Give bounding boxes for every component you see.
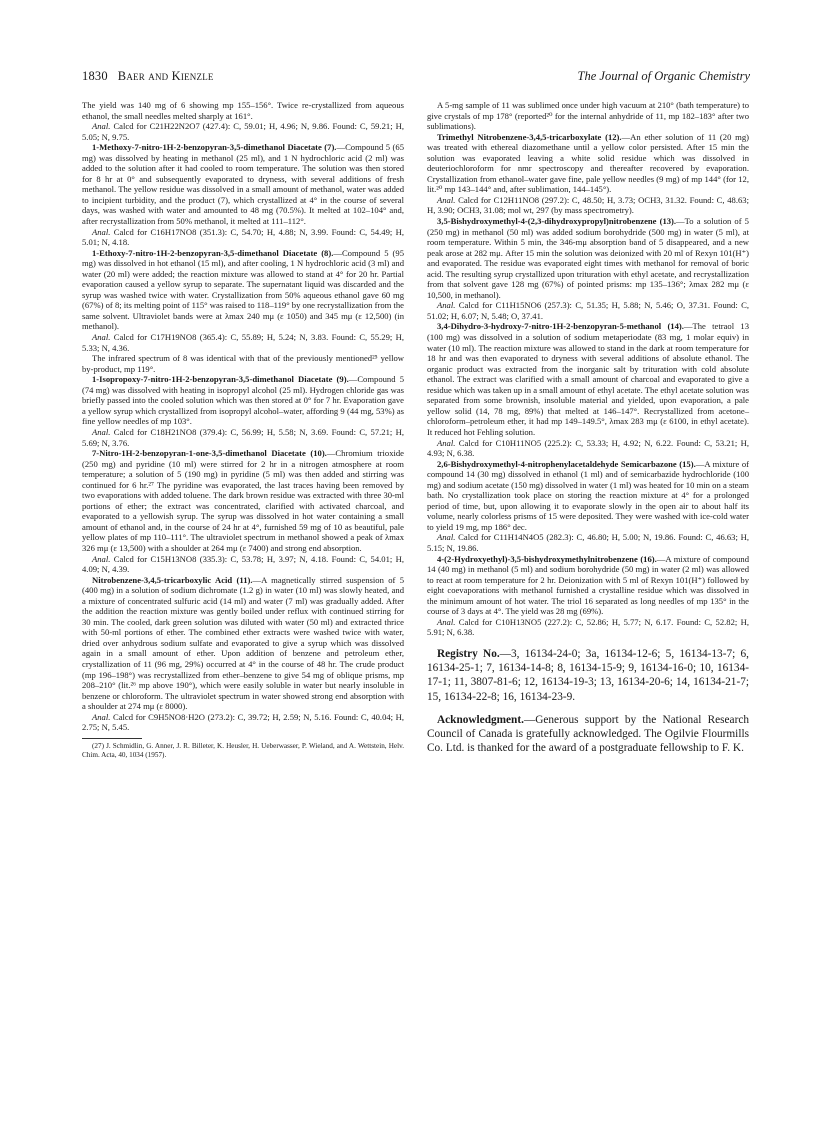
paragraph-text: Calcd for C15H13NO8 (335.3): C, 53.78; H, 3.97; N, 4.18. Found: C, 54.01; H, 4.09; N, 4.39. xyxy=(82,553,404,575)
paragraph-text: Calcd for C10H13NO5 (227.2): C, 52.86; H, 5.77; N, 6.17. Found: C, 52.82; H, 5.91; N, 6.38. xyxy=(427,616,749,638)
procedure-paragraph xyxy=(82,448,404,553)
paragraph-text: Calcd for C21H22N2O7 (427.4): C, 59.01; H, 4.96; N, 9.86. Found: C, 59.21; H, 5.05; N, 9.75. xyxy=(82,121,404,142)
paragraph-text: —The tetraol 13 (100 mg) was dissolved in a solution of sodium metaperiodate (83 mg, 1 molar equiv) in water (10 ml). The reaction mixture was allowed to stand in the dark at room temperature for 18 hr and was then evaporated to dryness with several additions of absolute ethanol. The organic product was extracted from the inorganic salt by trituration with cold absolute ethanol. The extract was clarified with a small amount of charcoal and evaporated to give a residue which was taken up in a small amount of ethyl acetate. The ethyl acetate solution was separated from some brownish, insoluble material and yielded, upon evaporation, a pale yellow solid (14, 78 mg, 89%) that melted at 146–147°. Recrystallized from acetone–chloroform–petroleum ether, it had mp 149–149.5°, λmax 283 mμ (ε 6100, in ethyl acetate). It reduced hot Fehling solution. xyxy=(427,321,750,437)
analysis-paragraph xyxy=(82,121,404,142)
paragraph-text: —Chromium trioxide (250 mg) and pyridine (10 ml) were stirred for 2 hr in a nitrogen atmosphere at room temperature; a solution of 5 (190 mg) in pyridine (5 ml) was then added and stirring was continued for 6 hr.²⁷ The pyridine was evaporated, the last traces having been removed by two evaporations with added toluene. The dark brown residue was extracted with three 30-ml portions of ether; the extract was concentrated, clarified with activated charcoal, and evaporated to a yellowish syrup. The syrup was dissolved in hot water containing a small amount of ethanol and, in the course of 24 hr at 4°, furnished 59 mg of 10 as beautiful, pale yellow plates of mp 110–111°. The ultraviolet spectrum in methanol showed a peak of λmax 326 mμ (ε 13,500) with a shoulder at 264 mμ (ε 7400) and strong end absorption. xyxy=(82,448,404,553)
paragraph-text: Calcd for C11H15NO6 (257.3): C, 51.35; H, 5.88; N, 5.46; O, 37.31. Found: C, 51.02; H, 6.07; N, 5.48; O, 37.41. xyxy=(427,300,749,321)
running-authors: Baer and Kienzle xyxy=(117,69,214,83)
left-column xyxy=(82,100,404,760)
footnote-rule xyxy=(82,738,142,739)
analysis-paragraph xyxy=(82,332,404,353)
paragraph-text: Calcd for C9H5NO8·H2O (273.2): C, 39.72; H, 2.59; N, 5.16. Found: C, 40.04; H, 2.75; N, 5.45. xyxy=(82,711,404,733)
paragraph-text: —Compound 5 (65 mg) was dissolved by heating in methanol (25 ml), and 1 N hydrochloric acid (2 ml) was added to the solution after it had cooled to room temperature. The solution was then stored for 8 hr at 0° and subsequently evaporated to dryness, with several additions of fresh methanol. The yellow residue was dissolved in a small amount of methanol, water was added to incipient turbidity, and the product (7), which crystallized at 4° in the course of several days, was washed with water and amounted to 48 mg (70.5%). It melted at 102–104° and, after recrystallization from 50% methanol, it melted at 111–112°. xyxy=(82,142,405,227)
analysis-label: Anal. xyxy=(92,553,111,564)
compound-heading: 3,5-Bishydroxymethyl-4-(2,3-dihydroxypropyl)nitrobenzene (13). xyxy=(437,216,677,227)
compound-heading: 7-Nitro-1H-2-benzopyran-1-one-3,5-dimethanol Diacetate (10). xyxy=(92,448,327,459)
analysis-label: Anal. xyxy=(437,532,456,543)
analysis-label: Anal. xyxy=(92,226,111,237)
analysis-label: Anal. xyxy=(92,332,111,343)
body-paragraph xyxy=(82,353,404,374)
paragraph-text: Calcd for C16H17NO8 (351.3): C, 54.70; H, 4.88; N, 3.99. Found: C, 54.49; H, 5.01; N, 4.18. xyxy=(82,226,404,248)
acknowledgment-paragraph-text: —Generous support by the National Research Council of Canada is gratefully acknowledged. The Ogilvie Flourmills Co. Ltd. is thanked for the award of a postgraduate fellowship to F. K. xyxy=(427,713,749,755)
paragraph-text: The yield was 140 mg of 6 showing mp 155–156°. Twice re-crystallized from aqueous ethanol, the small needles melted sharply at 161°. xyxy=(82,100,404,121)
journal-name: The Journal of Organic Chemistry xyxy=(577,69,750,83)
analysis-paragraph xyxy=(427,617,749,638)
procedure-paragraph xyxy=(82,575,404,712)
acknowledgment-paragraph-title: Acknowledgment. xyxy=(437,713,524,726)
paragraph-text: —An ether solution of 11 (20 mg) was treated with ethereal diazomethane until a yellow color persisted. After 15 min the solution was evaporated leaving a white solid residue which was dissolved in deuteriochloroform for nmr spectroscopy and thereafter recovered by evaporation. Crystallization from ethanol–water gave fine, pale yellow needles (9 mg) of mp 144° (for 12, lit.²⁰ mp 143–144° and, after sublimation, 144–145°). xyxy=(427,131,749,195)
acknowledgment-paragraph xyxy=(427,713,749,756)
paragraph-text: Calcd for C18H21NO8 (379.4): C, 56.99; H, 5.58; N, 3.69. Found: C, 57.21; H, 5.69; N, 3.76. xyxy=(82,426,404,448)
paragraph-text: Calcd for C11H14N4O5 (282.3): C, 46.80; H, 5.00; N, 19.86. Found: C, 46.63; H, 5.15; N, 19.86. xyxy=(427,532,749,553)
compound-heading: 4-(2-Hydroxyethyl)-3,5-bishydroxymethylnitrobenzene (16). xyxy=(437,553,657,564)
procedure-paragraph xyxy=(427,216,749,300)
paragraph-text: —Compound 5 (74 mg) was dissolved with heating in isopropyl alcohol (25 ml). Hydrogen chloride gas was briefly passed into the cooled solution which was then stored at 0° for 7 hr. Evaporation gave a yellow syrup which crystallized from isopropyl alcohol–water, affording 9 (44 mg, 53%) as fine yellow needles of mp 103°. xyxy=(82,374,404,427)
paragraph-text: —To a solution of 5 (250 mg) in methanol (50 ml) was added sodium borohydride (500 mg) in water (5 ml), at room temperature. Within 5 min, the 346-mμ absorption band of 5 disappeared, and a new peak arose at 282 mμ. After 15 min the solution was deionized with 20 ml of Rexyn 101(H⁺) and evaporated. The residue was evaporated eight times with methanol for removal of boric acid. The resulting syrup crystallized upon trituration with ethyl acetate, and recrystallization from that solvent gave 128 mg (67%) of pointed prisms: mp 135–136°; λmax 282 mμ (ε 10,500, in methanol). xyxy=(427,216,749,300)
compound-heading: Trimethyl Nitrobenzene-3,4,5-tricarboxylate (12). xyxy=(437,131,622,142)
analysis-paragraph xyxy=(82,427,404,448)
analysis-paragraph xyxy=(427,300,749,321)
paragraph-text: A 5-mg sample of 11 was sublimed once under high vacuum at 210° (bath temperature) to give crystals of mp 178° (reported²⁰ for the internal anhydride of 11, mp 182–183° after two sublimations). xyxy=(427,100,749,132)
procedure-paragraph xyxy=(427,132,749,195)
page-number: 1830 xyxy=(82,69,108,83)
body-paragraph xyxy=(427,100,749,132)
paragraph-text: The infrared spectrum of 8 was identical with that of the previously mentioned²⁵ yellow by-product, mp 119°. xyxy=(82,353,404,374)
analysis-label: Anal. xyxy=(92,426,111,437)
paragraph-text: —A magnetically stirred suspension of 5 (400 mg) in a solution of sodium dichromate (1.2 g) in water (10 ml) was slowly heated, and a mixture of concentrated sulfuric acid (14 ml) and water (7 ml) was gradually added. After the addition the reaction mixture was gently boiled under reflux with continued stirring for 30 min. The cooled, dark green solution was diluted with water (50 ml) and extracted thrice with 50-ml portions of ether. The combined ether extracts were washed twice with water, dried over anhydrous sodium sulfate and evaporated to give a syrup which was dissolved again in a small amount of ether. Upon addition of benzene and petroleum ether, crystallization of 11 (96 mg, 29%) occurred at 4° in the course of 48 hr. The crude product (mp 196–198°) was recrystallized from ether–benzene to give 54 mg of oblique prisms, mp 208–210° (lit.²⁶ mp above 190°), which were easily soluble in water but nearly insoluble in benzene or chloroform. The ultraviolet spectrum in water showed strong end absorption with a shoulder at 274 mμ (ε 8000). xyxy=(82,574,404,712)
paragraph-text: Calcd for C17H19NO8 (365.4): C, 55.89; H, 5.24; N, 3.83. Found: C, 55.29; H, 5.33; N, 4.36. xyxy=(82,332,404,353)
analysis-paragraph xyxy=(427,532,749,553)
paragraph-text: —A mixture of compound 14 (30 mg) dissolved in ethanol (1 ml) and of semicarbazide hydrochloride (100 mg) and sodium acetate (150 mg) dissolved in water (1 ml) was heated for 10 min on a steam bath. No crystallization took place on storing the reaction mixture at 4° for a prolonged period of time, but, upon allowing it to evaporate slowly in the open air to about half its volume, nearly colorless prisms of 15 were deposited. They were washed with ice-cold water to yield 19 mg, mp 186° dec. xyxy=(427,458,749,532)
paragraph-text: Calcd for C12H11NO8 (297.2): C, 48.50; H, 3.73; OCH3, 31.32. Found: C, 48.63; H, 3.90; OCH3, 31.08; mol wt, 297 (by mass spectrometry). xyxy=(427,194,749,216)
analysis-paragraph xyxy=(82,554,404,575)
analysis-label: Anal. xyxy=(92,121,111,132)
analysis-label: Anal. xyxy=(437,194,456,205)
analysis-label: Anal. xyxy=(92,711,111,722)
procedure-paragraph xyxy=(427,459,749,533)
analysis-paragraph xyxy=(82,712,404,733)
paragraph-text: —Compound 5 (95 mg) was dissolved in hot ethanol (15 ml), and after cooling, 1 N hydrochloric acid (3 ml) and water (20 ml) were added; the reaction mixture was allowed to stand at 4° for 20 hr. Partial evaporation caused a yellow syrup to separate. The supernatant liquid was discarded and the syrup was washed twice with water. Crystallization from 50% aqueous ethanol gave 60 mg (67%) of 8; its melting point of 115° was raised to 118–119° by one recrystallization from the same solvent. Ultraviolet bands were at λmax 240 mμ (ε 1050) and 345 mμ (ε 12,500) (in methanol). xyxy=(82,247,404,332)
paragraph-text: Calcd for C10H11NO5 (225.2): C, 53.33; H, 4.92; N, 6.22. Found: C, 53.21; H, 4.93; N, 6.38. xyxy=(427,437,749,459)
registry-paragraph xyxy=(427,647,749,704)
registry-paragraph-title: Registry No. xyxy=(437,647,500,660)
analysis-paragraph xyxy=(427,195,749,216)
analysis-paragraph xyxy=(82,227,404,248)
procedure-paragraph xyxy=(427,554,749,617)
procedure-paragraph xyxy=(82,142,404,226)
footnote: (27) J. Schmidlin, G. Anner, J. R. Billeter, K. Heusler, H. Ueberwasser, P. Wieland, and A. Wettstein, Helv. Chim. Acta, 40, 1034 (1957). xyxy=(82,741,404,759)
header-left xyxy=(82,69,214,84)
procedure-paragraph xyxy=(427,321,749,437)
procedure-paragraph xyxy=(82,374,404,427)
analysis-paragraph xyxy=(427,438,749,459)
procedure-paragraph xyxy=(82,248,404,332)
analysis-label: Anal. xyxy=(437,616,456,627)
paragraph-text: —A mixture of compound 14 (40 mg) in methanol (5 ml) and sodium borohydride (50 mg) in water (2 ml) was allowed to react at room temperature for 2 hr. Deionization with 5 ml of Rexyn 101(H⁺) followed by eight coevaporations with methanol furnished a crystalline residue which was dissolved in the minimum amount of hot water. The triol 16 separated as long needles of mp 135° in the course of 3 days at 4°. The yield was 28 mg (69%). xyxy=(427,553,749,617)
registry-paragraph-text: —3, 16134-24-0; 3a, 16134-12-6; 5, 16134-13-7; 6, 16134-25-1; 7, 16134-14-8; 8, 16134-15-9; 9, 16134-16-0; 10, 16134-17-1; 11, 3807-81-6; 12, 16134-19-3; 13, 16134-20-6; 14, 16134-21-7; 15, 16134-22-8; 16, 16134-23-9. xyxy=(427,647,749,703)
compound-heading: 1-Methoxy-7-nitro-1H-2-benzopyran-3,5-dimethanol Diacetate (7). xyxy=(92,142,337,153)
body-paragraph xyxy=(82,100,404,121)
page-header xyxy=(82,69,750,89)
compound-heading: Nitrobenzene-3,4,5-tricarboxylic Acid (11). xyxy=(92,574,253,585)
right-column xyxy=(427,100,749,755)
compound-heading: 1-Ethoxy-7-nitro-1H-2-benzopyran-3,5-dimethanol Diacetate (8). xyxy=(92,247,334,258)
compound-heading: 3,4-Dihydro-3-hydroxy-7-nitro-1H-2-benzopyran-5-methanol (14). xyxy=(437,321,684,332)
compound-heading: 1-Isopropoxy-7-nitro-1H-2-benzopyran-3,5-dimethanol Diacetate (9). xyxy=(92,374,349,385)
compound-heading: 2,6-Bishydroxymethyl-4-nitrophenylacetaldehyde Semicarbazone (15). xyxy=(437,458,696,469)
analysis-label: Anal. xyxy=(437,300,456,311)
analysis-label: Anal. xyxy=(437,437,456,448)
